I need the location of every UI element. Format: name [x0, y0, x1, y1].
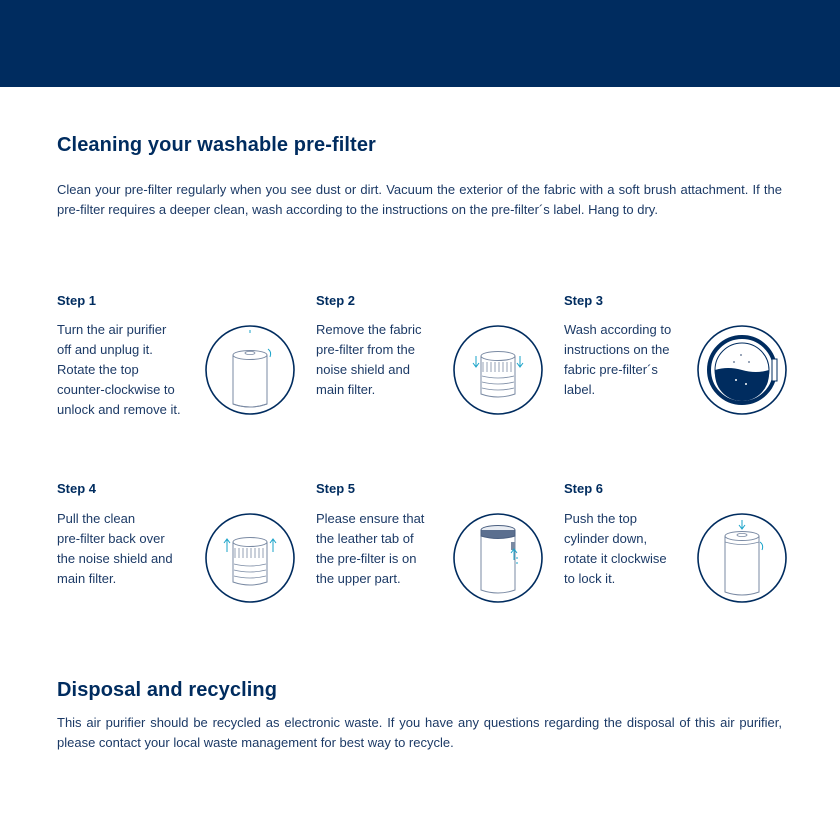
step-line: counter-clockwise to — [57, 382, 175, 397]
step-line: pre-filter from the — [316, 342, 415, 357]
step-line: the noise shield and — [57, 551, 173, 566]
disposal-body-text: This air purifier should be recycled as electronic waste. If you have any questions regarding the disposal of this air purifier, please contact your local waste management for best way to recycle. — [57, 715, 782, 750]
step-line: instructions on the — [564, 342, 670, 357]
step-line: label. — [564, 382, 596, 397]
step-3-title: Step 3 — [564, 293, 604, 308]
step-line: cylinder down, — [564, 531, 648, 546]
step-line: Push the top — [564, 511, 637, 526]
step-3-text — [564, 320, 671, 400]
step-line: pre-filter back over — [57, 531, 165, 546]
step-6-title: Step 6 — [564, 481, 604, 496]
step-2-title: Step 2 — [316, 293, 356, 308]
cleaning-intro-text: Clean your pre-filter regularly when you see dust or dirt. Vacuum the exterior of the fabric with a soft brush attachment. If the pre-filter requires a deeper clean, wash according to the instructions on the pre-filter´s label. Hang to dry. — [57, 182, 782, 217]
purifier-rotate-unlock-icon — [204, 324, 296, 416]
filter-remove-icon — [452, 324, 544, 416]
step-line: the pre-filter is on — [316, 551, 417, 566]
step-line: the upper part. — [316, 571, 401, 586]
step-line: main filter. — [316, 382, 376, 397]
step-line: main filter. — [57, 571, 117, 586]
step-line: rotate it clockwise — [564, 551, 667, 566]
washing-machine-icon — [696, 324, 788, 416]
step-line: fabric pre-filter´s — [564, 362, 658, 377]
step-1-text — [57, 320, 181, 420]
filter-pull-up-icon — [204, 512, 296, 604]
step-line: noise shield and — [316, 362, 410, 377]
step-line: the leather tab of — [316, 531, 414, 546]
step-line: unlock and remove it. — [57, 402, 181, 417]
section-title-cleaning: Cleaning your washable pre-filter — [57, 134, 376, 156]
step-5-text — [316, 509, 424, 589]
step-6-text — [564, 509, 667, 589]
step-line: Please ensure that — [316, 511, 425, 526]
step-1-title: Step 1 — [57, 293, 97, 308]
step-line: to lock it. — [564, 571, 616, 586]
leather-tab-icon — [452, 512, 544, 604]
step-2-text — [316, 320, 422, 400]
section-title-disposal: Disposal and recycling — [57, 679, 278, 701]
step-line: Turn the air purifier — [57, 322, 167, 337]
step-line: Rotate the top — [57, 362, 139, 377]
step-4-title: Step 4 — [57, 481, 97, 496]
step-line: Pull the clean — [57, 511, 136, 526]
step-4-text — [57, 509, 173, 589]
header-bar — [0, 0, 840, 87]
purifier-rotate-lock-icon — [696, 512, 788, 604]
step-line: Remove the fabric — [316, 322, 422, 337]
step-line: Wash according to — [564, 322, 672, 337]
step-5-title: Step 5 — [316, 481, 356, 496]
step-line: off and unplug it. — [57, 342, 153, 357]
